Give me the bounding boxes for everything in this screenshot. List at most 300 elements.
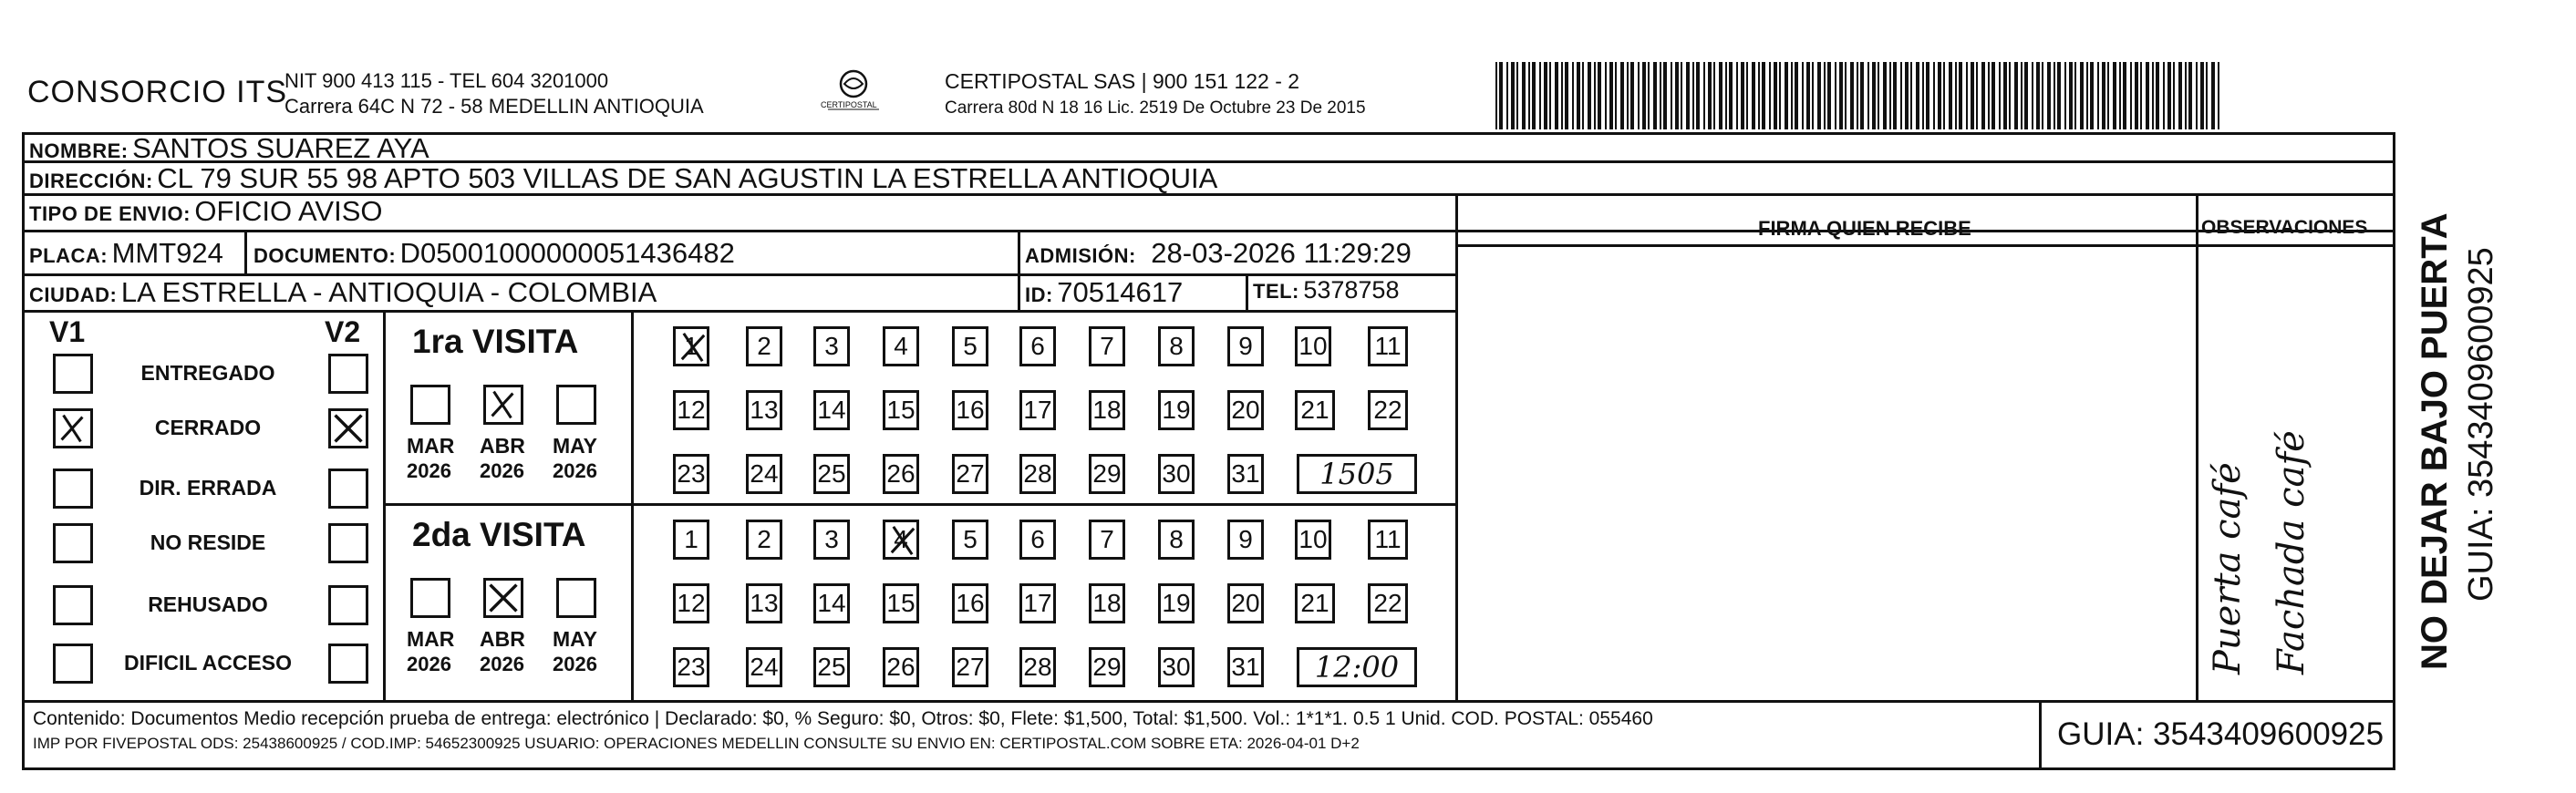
day-number: 29 [1092,653,1122,681]
day-box[interactable] [746,390,782,430]
day-box[interactable] [813,454,850,494]
barcode-bar [2086,62,2088,129]
day-number: 3 [824,332,839,360]
day-number: 20 [1231,396,1260,424]
day-number: 27 [956,459,985,488]
status-label: REHUSADO [148,592,268,616]
barcode-bar [1905,62,1909,129]
observaciones-handwriting-2: Fachada café [2271,430,2312,675]
day-box[interactable] [813,390,850,430]
id-label: ID: [1025,283,1053,306]
time-box[interactable] [1297,454,1417,494]
day-number: 20 [1231,589,1260,617]
barcode-bar [1719,62,1723,129]
barcode-bar [1630,62,1634,129]
day-box[interactable] [1227,326,1264,366]
day-box[interactable] [883,647,919,687]
barcode-bar [1713,62,1715,129]
check-mark-icon [331,411,366,446]
barcode-bar [1653,62,1657,129]
company-address: Carrera 64C N 72 - 58 MEDELLIN ANTIOQUIA [284,95,704,118]
barcode-bar [1495,62,1497,129]
observaciones-handwriting-1: Puerta café [2207,462,2249,675]
day-number: 17 [1023,589,1052,617]
barcode-bar [1926,62,1929,129]
day-box[interactable] [1158,326,1195,366]
barcode-bar [1620,62,1624,129]
nombre-row [29,132,429,165]
day-box[interactable] [746,583,782,623]
barcode-bar [1883,62,1887,129]
barcode-bar [1758,62,1760,129]
month-checkbox[interactable] [410,578,450,618]
barcode-bar [1577,62,1580,129]
barcode-bar [1499,62,1503,129]
barcode-bar [2036,62,2040,129]
observaciones-label: OBSERVACIONES [2201,217,2368,238]
barcode-bar [1949,62,1952,129]
barcode-bar [2206,62,2208,129]
month-checkbox[interactable] [556,578,596,618]
admision-row [1025,237,1412,270]
barcode-bar [1762,62,1765,129]
v1-checkbox[interactable] [53,585,93,625]
day-box[interactable] [1089,390,1125,430]
status-label: CERRADO [154,416,262,439]
barcode-bar [2047,62,2051,129]
day-number: 23 [677,653,706,681]
day-number: 24 [750,459,779,488]
day-number: 14 [817,396,846,424]
barcode-bar [2135,62,2138,129]
barcode-bar [1910,62,1912,129]
logo-text: CERTIPOSTAL [821,100,877,109]
status-divider [383,310,386,702]
barcode-bar [2119,62,2121,129]
year-label: 2026 [480,653,524,675]
day-box[interactable] [952,647,988,687]
barcode-bar [2054,62,2055,129]
day-number: 10 [1298,525,1328,553]
barcode-bar [1572,62,1574,129]
day-box[interactable] [1019,326,1056,366]
day-box[interactable] [952,454,988,494]
barcode-bar [2123,62,2126,129]
barcode-bar [1663,62,1667,129]
signature-area [1459,248,2194,700]
day-box[interactable] [673,583,709,623]
year-label: 2026 [407,653,451,675]
barcode-bar [1774,62,1777,129]
barcode-bar [2080,62,2084,129]
day-box[interactable] [1019,454,1056,494]
admision-value: 28-03-2026 11:29:29 [1151,237,1412,269]
day-number: 6 [1030,525,1045,553]
day-number: 17 [1023,396,1052,424]
company-name: CONSORCIO ITS [27,75,288,109]
side-guia: GUIA: 3543409600925 [2462,247,2500,602]
barcode-bar [1943,62,1945,129]
carrier-name: CERTIPOSTAL SAS | 900 151 122 - 2 [945,69,1300,93]
barcode-bar [1976,62,1978,129]
day-box[interactable] [1089,326,1125,366]
day-box[interactable] [883,583,919,623]
day-box[interactable] [1019,583,1056,623]
year-label: 2026 [480,459,524,482]
barcode-bar [1988,62,1990,129]
day-number: 25 [817,653,846,681]
day-box[interactable] [1158,454,1195,494]
day-box[interactable] [1295,326,1331,366]
barcode-bar [2188,62,2192,129]
day-box[interactable] [1089,583,1125,623]
barcode-bar [1725,62,1727,129]
day-number: 13 [750,589,779,617]
barcode-bar [1671,62,1672,129]
day-number: 24 [750,653,779,681]
barcode-bar [1806,62,1810,129]
day-number: 26 [886,653,916,681]
barcode-bar [2178,62,2182,129]
barcode-bar [2130,62,2132,129]
day-box[interactable] [1158,390,1195,430]
day-number: 19 [1162,589,1191,617]
id-value: 70514617 [1057,276,1184,308]
visit-time: 1505 [1319,457,1394,491]
v2-checkbox[interactable] [328,408,368,448]
barcode-bar [2102,62,2105,129]
barcode-bar [1506,62,1508,129]
nombre-value: SANTOS SUAREZ AYA [132,132,429,164]
month-label: ABR [480,627,525,651]
v1-checkbox[interactable] [53,469,93,509]
day-box[interactable] [1295,520,1331,560]
day-box[interactable] [1368,520,1408,560]
day-number: 1 [684,525,698,553]
day-box[interactable] [883,326,919,366]
day-box[interactable] [673,390,709,430]
tipo-value: OFICIO AVISO [194,195,383,227]
barcode-bar [1791,62,1793,129]
day-box[interactable] [883,390,919,430]
month-label: ABR [480,434,525,458]
tipo-label: TIPO DE ENVIO: [29,202,191,225]
barcode-bar [2003,62,2007,129]
day-number: 9 [1238,332,1253,360]
day-number: 3 [824,525,839,553]
barcode-bar [1991,62,1995,129]
barcode-bar [2069,62,2073,129]
day-number: 23 [677,459,706,488]
barcode-bar [1692,62,1694,129]
documento-label: DOCUMENTO: [253,244,397,267]
ciudad-label: CIUDAD: [29,283,118,306]
day-box[interactable] [1227,647,1264,687]
month-label: MAR [407,627,455,651]
day-number: 8 [1169,332,1184,360]
day-box[interactable] [1019,390,1056,430]
day-box[interactable] [1158,520,1195,560]
year-label: 2026 [553,653,597,675]
barcode-bar [1642,62,1646,129]
direccion-row [29,162,1217,195]
direccion-label: DIRECCIÓN: [29,170,153,192]
v1-checkbox[interactable] [53,408,93,448]
barcode-bar [2097,62,2099,129]
day-number: 15 [886,589,916,617]
barcode-bar [1900,62,1902,129]
day-box[interactable] [1158,647,1195,687]
day-number: 10 [1298,332,1328,360]
months-divider [631,310,634,702]
barcode-bar [1741,62,1744,129]
cell-divider [244,230,247,273]
day-number: 8 [1169,525,1184,553]
barcode-bar [1889,62,1891,129]
time-box[interactable] [1297,647,1417,687]
barcode-bar [1845,62,1847,129]
day-number: 22 [1373,396,1402,424]
day-number: 7 [1100,332,1114,360]
barcode-bar [2173,62,2175,129]
cell-divider [1018,230,1020,310]
v1-label: V1 [49,315,86,348]
day-box[interactable] [673,647,709,687]
barcode-bar [1594,62,1596,129]
day-number: 22 [1373,589,1402,617]
month-label: MAR [407,434,455,458]
placa-value: MMT924 [111,237,223,269]
barcode-bar [1736,62,1738,129]
day-number: 7 [1100,525,1114,553]
month-checkbox[interactable] [483,578,523,618]
barcode-bar [1555,62,1558,129]
barcode-bar [2185,62,2187,129]
barcode-bar [1582,62,1584,129]
month-label: MAY [553,434,597,458]
status-label: DIFICIL ACCESO [123,651,292,675]
day-box[interactable] [673,520,709,560]
barcode-bar [2057,62,2061,129]
barcode-bar [1686,62,1690,129]
barcode-bar [1511,62,1515,129]
barcode-bar [1938,62,1941,129]
tel-label: TEL: [1253,280,1299,303]
barcode-bar [2113,62,2116,129]
check-mark-icon [885,522,922,559]
v2-checkbox[interactable] [328,469,368,509]
placa-label: PLACA: [29,244,109,267]
barcode-bar [1872,62,1876,129]
day-number: 31 [1231,653,1260,681]
barcode-bar [1660,62,1661,129]
footer-contenido: Contenido: Documentos Medio recepción prueba de entrega: electrónico | Declarado: $0, % Seguro: $0, Otros: $0, Flete: $1,500, Total: $1,500. Vol.: 1*1*1. 0.5 1 Unid. COD. POSTAL: 055460 [33,708,1653,729]
day-box[interactable] [952,520,988,560]
day-number: 18 [1092,589,1122,617]
day-number: 2 [757,332,771,360]
day-number: 31 [1231,459,1260,488]
barcode-bar [1824,62,1826,129]
day-number: 21 [1300,589,1329,617]
barcode-bar [1857,62,1858,129]
barcode-bar [1893,62,1897,129]
day-box[interactable] [813,647,850,687]
day-box[interactable] [673,454,709,494]
barcode-bar [2014,62,2018,129]
observaciones-left-border [2196,193,2198,702]
barcode-bar [1817,62,1821,129]
day-box[interactable] [746,520,782,560]
barcode [1495,62,2225,129]
barcode-bar [2156,62,2159,129]
month-checkbox[interactable] [556,385,596,425]
v2-checkbox[interactable] [328,585,368,625]
day-box[interactable] [1019,520,1056,560]
day-number: 4 [894,525,908,553]
barcode-bar [1627,62,1629,129]
barcode-bar [1746,62,1748,129]
day-number: 29 [1092,459,1122,488]
barcode-bar [2009,62,2011,129]
barcode-bar [2163,62,2165,129]
barcode-bar [1769,62,1771,129]
day-number: 28 [1023,459,1052,488]
day-box[interactable] [1368,326,1408,366]
documento-value: D05001000000051436482 [399,237,735,269]
day-number: 18 [1092,396,1122,424]
barcode-bar [1933,62,1935,129]
signature-left-border [1455,193,1458,702]
company-nit: NIT 900 413 115 - TEL 604 3201000 [284,69,609,92]
day-box[interactable] [1227,583,1264,623]
cell-divider [1246,273,1248,310]
firma-label: FIRMA QUIEN RECIBE [1758,217,1971,240]
v1-checkbox[interactable] [53,354,93,394]
day-number: 30 [1162,459,1191,488]
barcode-bar [1609,62,1613,129]
barcode-bar [1703,62,1705,129]
barcode-bar [1588,62,1591,129]
barcode-bar [1522,62,1526,129]
ciudad-value: LA ESTRELLA - ANTIOQUIA - COLOMBIA [120,276,657,308]
day-box[interactable] [746,326,782,366]
month-checkbox[interactable] [483,385,523,425]
year-label: 2026 [407,459,451,482]
carrier-license: Carrera 80d N 18 16 Lic. 2519 De Octubre 23 De 2015 [945,98,1366,118]
barcode-bar [1966,62,1968,129]
day-number: 25 [817,459,846,488]
barcode-bar [2064,62,2066,129]
day-box[interactable] [1158,583,1195,623]
barcode-bar [1981,62,1985,129]
barcode-bar [1795,62,1798,129]
barcode-bar [1802,62,1804,129]
barcode-bar [1516,62,1518,129]
barcode-bar [1835,62,1836,129]
barcode-bar [1729,62,1733,129]
id-row [1025,276,1183,309]
barcode-bar [1605,62,1607,129]
barcode-bar [1615,62,1617,129]
day-box[interactable] [1089,520,1125,560]
barcode-bar [2167,62,2171,129]
barcode-bar [2032,62,2033,129]
documento-row [253,237,735,270]
day-box[interactable] [1295,583,1335,623]
check-mark-icon [676,329,712,366]
day-box[interactable] [952,326,988,366]
day-box[interactable] [813,326,850,366]
day-box[interactable] [813,520,850,560]
day-number: 5 [963,332,978,360]
day-number: 16 [956,589,985,617]
admision-label: ADMISIÓN: [1025,244,1136,267]
month-checkbox[interactable] [410,385,450,425]
day-box[interactable] [883,520,919,560]
v2-checkbox[interactable] [328,354,368,394]
footer-guia-divider [2039,700,2042,770]
barcode-bar [2200,62,2204,129]
day-box[interactable] [813,583,850,623]
visit-title: 2da VISITA [412,516,586,553]
day-box[interactable] [673,326,709,366]
day-box[interactable] [1368,583,1408,623]
day-box[interactable] [952,390,988,430]
day-box[interactable] [746,454,782,494]
day-number: 12 [677,589,706,617]
day-box[interactable] [1227,454,1264,494]
visit-title: 1ra VISITA [412,323,579,360]
v1-checkbox[interactable] [53,523,93,563]
v2-label: V2 [325,315,361,348]
footer-guia: GUIA: 3543409600925 [2057,716,2385,752]
barcode-bar [1827,62,1831,129]
footer-imp: IMP POR FIVEPOSTAL ODS: 25438600925 / COD.IMP: 54652300925 USUARIO: OPERACIONES MEDELLIN CONSULTE SU ENVIO EN: CERTIPOSTAL.COM SOBRE ETA: 2026-04-01 D+2 [33,735,1360,752]
day-box[interactable] [952,583,988,623]
day-number: 30 [1162,653,1191,681]
barcode-bar [2140,62,2142,129]
day-box[interactable] [1227,520,1264,560]
day-box[interactable] [1089,647,1125,687]
signature-header-line [1457,244,2395,247]
day-box[interactable] [1019,647,1056,687]
v2-checkbox[interactable] [328,523,368,563]
day-box[interactable] [883,454,919,494]
barcode-bar [1549,62,1551,129]
day-box[interactable] [1295,390,1335,430]
status-label: DIR. ERRADA [139,476,277,499]
barcode-bar [1708,62,1712,129]
v2-checkbox[interactable] [328,644,368,684]
side-warning: NO DEJAR BAJO PUERTA [2415,212,2455,670]
barcode-bar [2218,62,2219,129]
day-box[interactable] [1368,390,1408,430]
day-number: 2 [757,525,771,553]
visit-time: 12:00 [1314,650,1400,685]
day-box[interactable] [1227,390,1264,430]
nombre-label: NOMBRE: [29,139,129,162]
barcode-bar [2074,62,2076,129]
day-number: 12 [677,396,706,424]
day-number: 9 [1238,525,1253,553]
v1-checkbox[interactable] [53,644,93,684]
barcode-bar [1565,62,1568,129]
barcode-bar [1544,62,1547,129]
day-box[interactable] [1089,454,1125,494]
day-number: 16 [956,396,985,424]
day-box[interactable] [746,647,782,687]
certipostal-logo [817,66,890,117]
